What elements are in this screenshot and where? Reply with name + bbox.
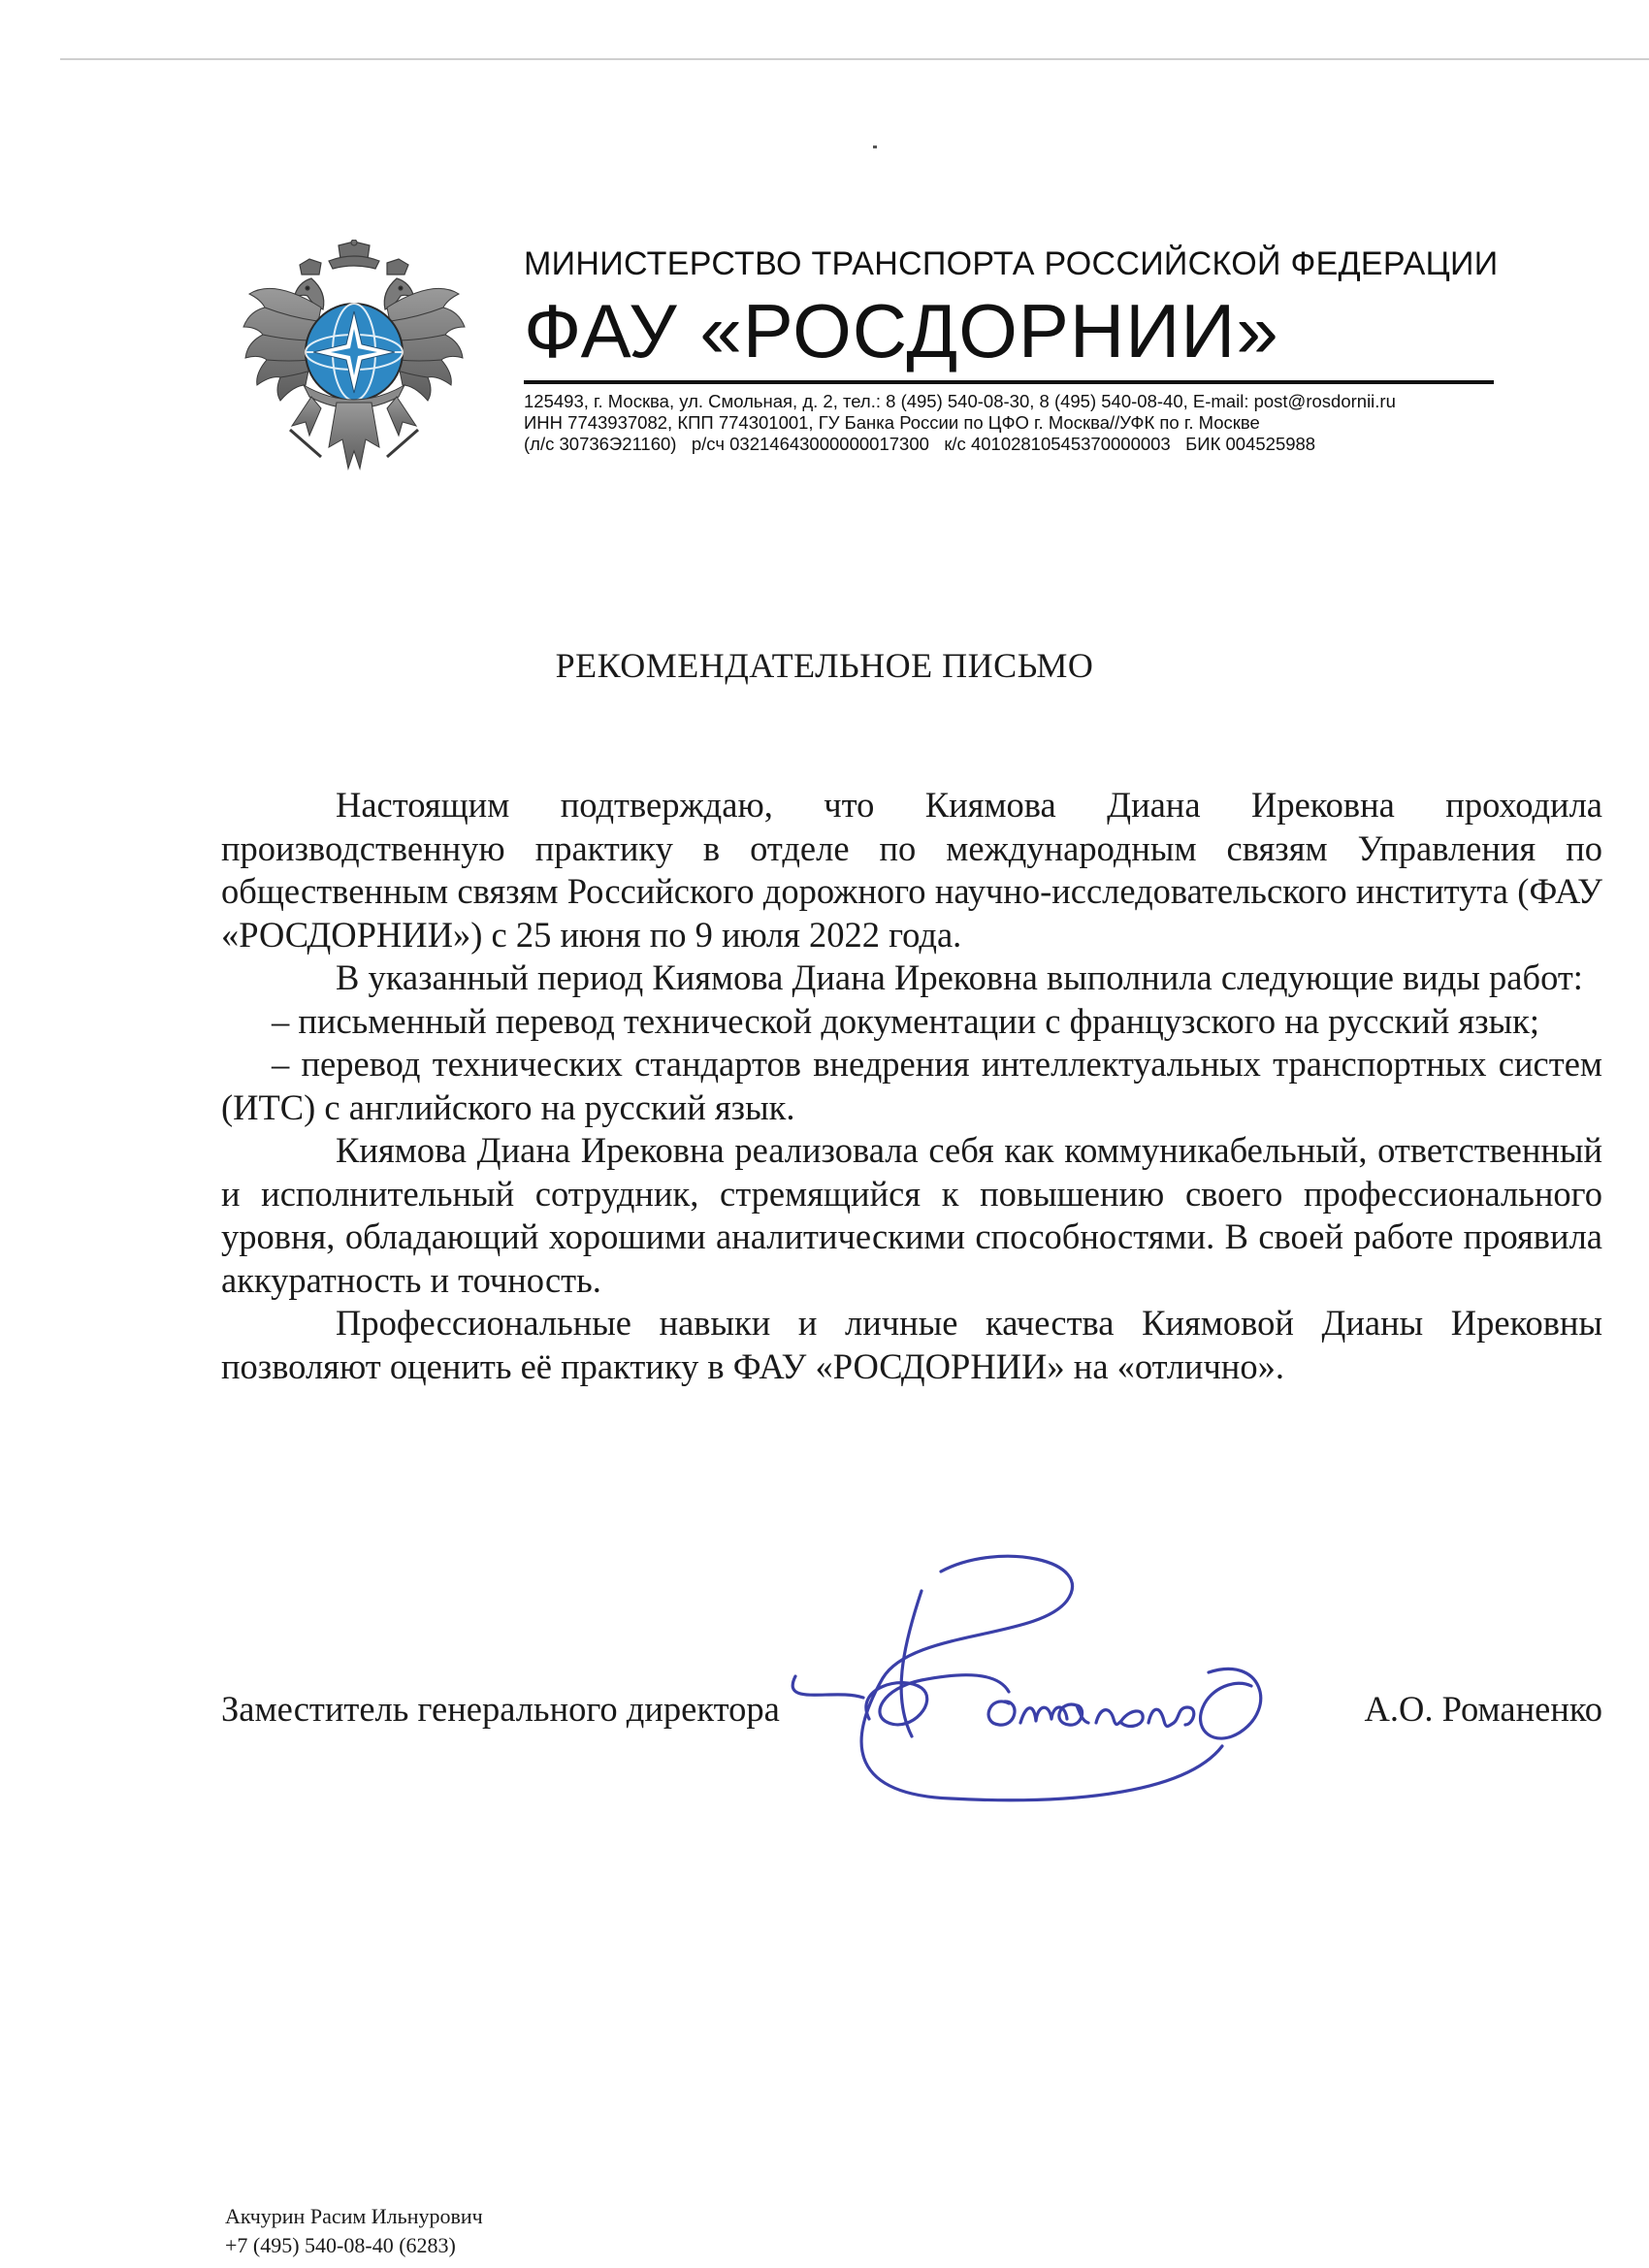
- paragraph-evaluation: Профессиональные навыки и личные качества Киямовой Дианы Ирековны позволяют оценить её практику в ФАУ «РОСДОРНИИ» на «отлично».: [221, 1303, 1602, 1386]
- footer-contact: [225, 2202, 483, 2260]
- ministry-name: МИНИСТЕРСТВО ТРАНСПОРТА РОССИЙСКОЙ ФЕДЕРАЦИИ: [524, 245, 1499, 282]
- contact-phone: +7 (495) 540-08-40 (6283): [225, 2233, 456, 2257]
- paragraph-internship: Настоящим подтверждаю, что Киямова Диана Ирековна проходила производственную практику в отделе по международным связям Управления по общественным связям Российского дорожного научно-исследовательского института (ФАУ «РОСДОРНИИ») с 25 июня по 9 июля 2022 года.: [221, 785, 1602, 955]
- letterhead: [524, 243, 1513, 455]
- account-line: (л/с 30736Э21160) р/сч 03214643000000017300 к/с 40102810545370000003 БИК 004525988: [524, 434, 1316, 454]
- address-line: 125493, г. Москва, ул. Смольная, д. 2, тел.: 8 (495) 540-08-30, 8 (495) 540-08-40, E-mail: post@rosdornii.ru: [524, 391, 1396, 411]
- letterhead-details: [524, 391, 1513, 455]
- handwritten-signature: [776, 1542, 1319, 1833]
- signatory-name: А.О. Романенко: [1364, 1689, 1602, 1729]
- letterhead-rule: [524, 380, 1494, 384]
- contact-name: Акчурин Расим Ильнурович: [225, 2204, 483, 2228]
- organization-name: ФАУ «РОСДОРНИИ»: [524, 288, 1279, 373]
- list-item-french-translation: – письменный перевод технической документации с французского на русский язык;: [272, 1000, 1540, 1041]
- paragraph-qualities: Киямова Диана Ирековна реализовала себя как коммуникабельный, ответственный и исполнительный сотрудник, стремящийся к повышению своего профессионального уровня, обладающий хорошими аналитическими способностями. В своей работе проявила аккуратность и точность.: [221, 1130, 1602, 1300]
- signatory-position: Заместитель генерального директора: [221, 1689, 780, 1729]
- scan-edge-line: [60, 58, 1649, 60]
- letter-body: [221, 784, 1602, 1388]
- bank-line: ИНН 7743937082, КПП 774301001, ГУ Банка России по ЦФО г. Москва//УФК по г. Москве: [524, 412, 1260, 433]
- document-title: РЕКОМЕНДАТЕЛЬНОЕ ПИСЬМО: [555, 646, 1094, 685]
- list-item-its-standards: – перевод технических стандартов внедрения интеллектуальных транспортных систем (ИТС) с английского на русский язык.: [221, 1044, 1602, 1127]
- scan-speck: [873, 146, 877, 148]
- paragraph-work-types: В указанный период Киямова Диана Ирековна выполнила следующие виды работ:: [336, 957, 1583, 997]
- double-headed-eagle-emblem-icon: [236, 240, 472, 476]
